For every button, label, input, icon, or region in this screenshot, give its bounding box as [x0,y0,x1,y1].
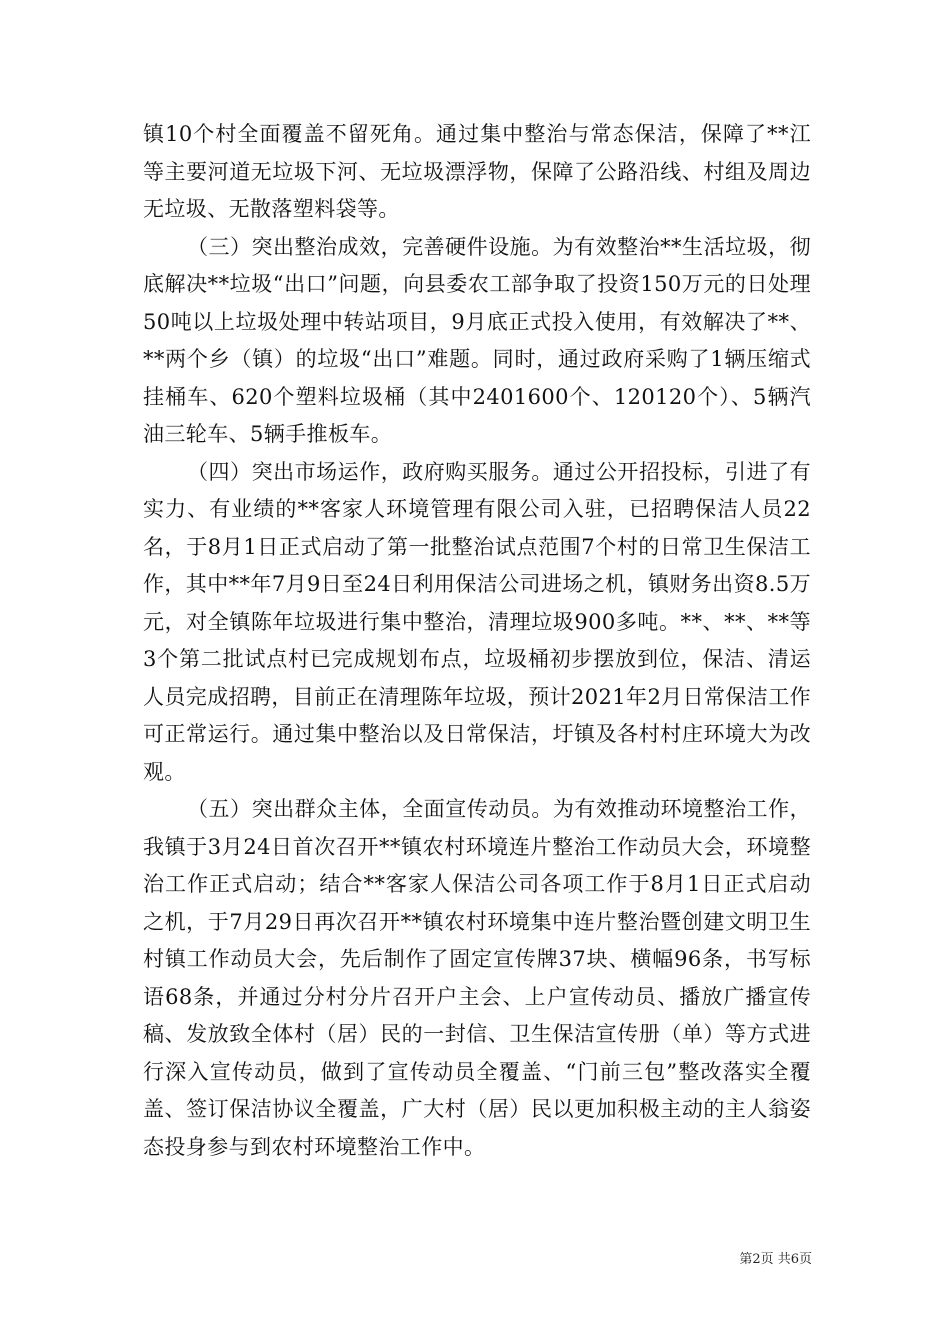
paragraph-section-3: （三）突出整治成效，完善硬件设施。为有效整治**生活垃圾，彻底解决**垃圾“出口”问题，向县委农工部争取了投资150万元的日处理50吨以上垃圾处理中转站项目，9月底正式投入使用，有效解决了**、**两个乡（镇）的垃圾“出口”难题。同时，通过政府采购了1辆压缩式挂桶车、620个塑料垃圾桶（其中2401600个、120120个）、5辆汽油三轮车、5辆手推板车。 [143,234,811,446]
paragraph-continuation: 镇10个村全面覆盖不留死角。通过集中整治与常态保洁，保障了**江等主要河道无垃圾下河、无垃圾漂浮物，保障了公路沿线、村组及周边无垃圾、无散落塑料袋等。 [143,122,811,221]
paragraph-section-5: （五）突出群众主体，全面宣传动员。为有效推动环境整治工作，我镇于3月24日首次召开**镇农村环境连片整治工作动员大会，环境整治工作正式启动；结合**客家人保洁公司各项工作于8月1日正式启动之机，于7月29日再次召开**镇农村环境集中连片整治暨创建文明卫生村镇工作动员大会，先后制作了固定宣传牌37块、横幅96条，书写标语68条，并通过分村分片召开户主会、上户宣传动员、播放广播宣传稿、发放致全体村（居）民的一封信、卫生保洁宣传册（单）等方式进行深入宣传动员，做到了宣传动员全覆盖、“门前三包”整改落实全覆盖、签订保洁协议全覆盖，广大村（居）民以更加积极主动的主人翁姿态投身参与到农村环境整治工作中。 [143,797,811,1159]
document-body [143,116,811,1166]
paragraph-section-4: （四）突出市场运作，政府购买服务。通过公开招投标，引进了有实力、有业绩的**客家人环境管理有限公司入驻，已招聘保洁人员22名，于8月1日正式启动了第一批整治试点范围7个村的日常卫生保洁工作，其中**年7月9日至24日利用保洁公司进场之机，镇财务出资8.5万元，对全镇陈年垃圾进行集中整治，清理垃圾900多吨。**、**、**等3个第二批试点村已完成规划布点，垃圾桶初步摆放到位，保洁、清运人员完成招聘，目前正在清理陈年垃圾，预计2021年2月日常保洁工作可正常运行。通过集中整治以及日常保洁，圩镇及各村村庄环境大为改观。 [143,459,812,784]
page-number: 第2页 共6页 [739,1252,812,1267]
